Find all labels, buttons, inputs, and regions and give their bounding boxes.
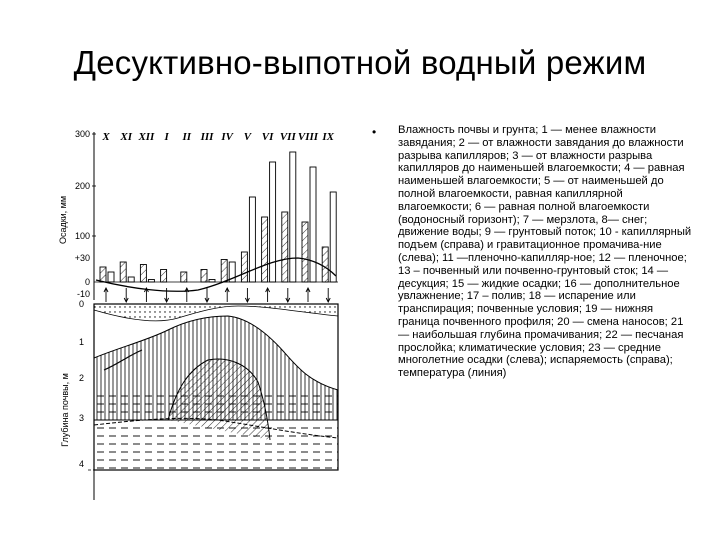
depth-tick: 3 [78, 413, 84, 423]
precip-bar [201, 270, 207, 283]
month-label: IV [221, 131, 234, 143]
evaporation-bar [330, 192, 336, 282]
evaporation-bar [270, 162, 276, 282]
month-label: X [102, 131, 110, 143]
diagram-svg [48, 120, 360, 520]
month-labels [101, 131, 334, 143]
temp-tick-labels [75, 253, 90, 299]
precip-bar [100, 267, 106, 282]
evaporation-bar [290, 152, 296, 282]
water-movement-arrows [104, 288, 330, 302]
evaporation-bar [310, 167, 316, 282]
precip-bar [262, 217, 268, 282]
precip-tick-labels [75, 129, 96, 241]
depth-tick: 1 [78, 337, 84, 347]
month-label: V [243, 131, 252, 143]
precip-evap-bars [100, 152, 336, 282]
temperature-line [96, 258, 336, 291]
precip-bar [120, 262, 126, 282]
month-label: VII [279, 131, 296, 143]
precip-bar [161, 270, 167, 283]
month-label: I [164, 131, 169, 143]
evaporation-bar [128, 277, 134, 282]
precip-tick: 100 [74, 231, 90, 241]
precip-tick: 200 [74, 181, 90, 191]
month-label: XI [120, 131, 133, 143]
precip-bar [181, 272, 187, 282]
precip-bar [221, 260, 227, 283]
month-label: II [182, 131, 192, 143]
precip-bar [322, 247, 328, 282]
month-label: XII [138, 131, 155, 143]
depth-tick: 0 [78, 299, 84, 309]
depth-tick: 4 [78, 459, 84, 469]
precip-tick: 300 [74, 129, 90, 139]
month-label: VI [261, 131, 274, 143]
temp-tick: -10 [76, 289, 90, 299]
month-label: III [200, 131, 214, 143]
depth-tick-labels [79, 299, 84, 469]
depth-axis-label: Глубина почвы, м [60, 373, 70, 447]
temp-tick: 0 [84, 277, 90, 287]
temp-tick: +30 [74, 253, 90, 263]
slide-title: Десуктивно-выпотной водный режим [73, 44, 647, 81]
depth-tick: 2 [78, 373, 84, 383]
description-bullet: • [372, 125, 377, 139]
evaporation-bar [108, 272, 114, 282]
legend-description: Влажность почвы и грунта; 1 — менее влажности завядания; 2 — от влажности завядания до влажности разрыва капилляров; 3 — от влажности разрыва капилляров до наименьшей влагоемкости; 4 — равная наименьшей влагоемкости; 5 — от наименьшей до полной влагоемкости, равная капиллярной влагоемкости; 6 — равная полной влагоемкости (водоносный горизонт); 7 — мерзлота, 8— снег; движение воды; 9 — грунтовый поток; 10 - капиллярный подъем (справа) и гравитационное промачива-ние (слева); 11 —пленочно-капилляр-ное; 12 — пленочное; 13 – почвенный или почвенно-грунтовый сток; 14 — десукция; 15 — жидкие осадки; 16 — дополнительное увлажнение; 17 – полив; 18 — испарение или транспирация; почвенные условия; 19 — нижняя граница почвенного профиля; 20 — смена наносов; 21 — наибольшая глубина промачивания; 22 — песчаная прослойка; климатические условия; 23 — средние многолетние осадки (слева); испаряемость (справа); температура (линия) [398, 124, 692, 380]
precip-bar [241, 252, 247, 282]
precip-bar [302, 222, 308, 282]
soil-water-regime-diagram [48, 120, 360, 520]
precip-bar [140, 265, 146, 283]
precip-bar [282, 212, 288, 282]
month-label: VIII [297, 131, 319, 143]
precip-axis-label: Осадки, мм [58, 195, 68, 245]
month-label: IX [322, 131, 335, 143]
